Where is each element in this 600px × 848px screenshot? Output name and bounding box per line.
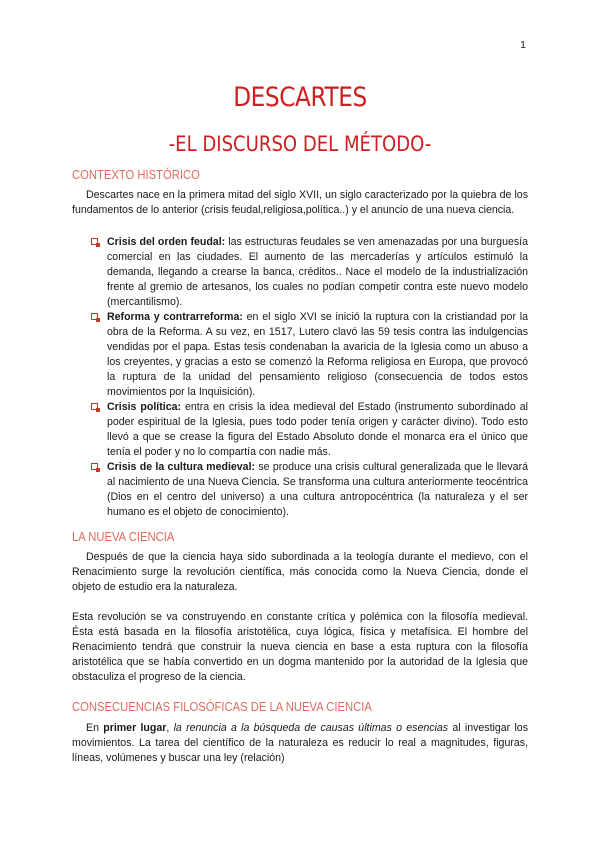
bullet-term: Crisis de la cultura medieval: bbox=[107, 461, 256, 473]
list-item bbox=[90, 400, 528, 460]
page-number: 1 bbox=[520, 39, 526, 51]
lead-text: En bbox=[86, 722, 104, 734]
square-bullet-icon bbox=[91, 313, 98, 320]
section2-paragraph-1: Después de que la ciencia haya sido subordinada a la teología durante el medievo, con el Renacimiento surge la revolución científica, más conocida como la Nueva Ciencia, donde el objeto de estudio era la naturaleza. bbox=[72, 551, 528, 593]
section3-paragraph bbox=[72, 721, 528, 766]
body-text: al investigar los movimientos. La tarea del científico de la naturaleza es reducir lo real a magnitudes, figuras, líneas, volúmenes y buscar una ley (relación) bbox=[72, 722, 529, 764]
bullet-text: en el siglo XVI se inició la ruptura con la cristiandad por la obra de la Reforma. A su vez, en 1517, Lutero clavó las 59 tesis contra las indulgencias vendidas por el papa. Estas tesis condenaban la avaricia de la Iglesia como un abuso a los creyentes, y gracias a esto se comenzó la Reforma religiosa en Europa, que provocó la ruptura de la unidad del pensamiento religioso (consecuencia de todos estos movimientos por la Inquisición). bbox=[107, 311, 528, 398]
list-item bbox=[90, 310, 528, 400]
document-subtitle: -EL DISCURSO DEL MÉTODO- bbox=[168, 132, 432, 156]
italic-text: la renuncia a la búsqueda de causas últimas o esencias bbox=[173, 722, 449, 734]
bullet-term: Reforma y contrarreforma: bbox=[107, 311, 243, 323]
list-item bbox=[90, 460, 528, 520]
section-heading-contexto: CONTEXTO HISTÓRICO bbox=[72, 168, 200, 182]
square-bullet-icon bbox=[91, 463, 98, 470]
bullet-text: se produce una crisis cultural generalizada que le llevará al nacimiento de una Nueva Ciencia. Se transforma una cultura anteriormente teocéntrica (Dios en el centro del universo) a una cultura antropocéntrica (la naturaleza y el ser humano es el objeto de conocimiento). bbox=[107, 461, 528, 518]
square-bullet-icon bbox=[91, 238, 98, 245]
section2-paragraph-2: Esta revolución se va construyendo en constante crítica y polémica con la filosofía medieval. Ésta está basada en la filosofía aristotélica, cuya lógica, física y metafísica. El hombre del Renacimiento tendrá que construir la nueva ciencia en base a esta ruptura con la filosofía aristotélica que se había convertido en un dogma mantenido por la autoridad de la Iglesia que obstaculiza el progreso de la ciencia. bbox=[72, 611, 528, 683]
list-item bbox=[90, 235, 528, 310]
bullet-term: Crisis política: bbox=[107, 401, 182, 413]
square-bullet-icon bbox=[91, 403, 98, 410]
emphasis-text: primer lugar bbox=[103, 722, 167, 734]
section1-bullet-list bbox=[90, 235, 528, 520]
section-heading-consecuencias: CONSECUENCIAS FILOSÓFICAS DE LA NUEVA CIENCIA bbox=[72, 700, 372, 714]
bullet-term: Crisis del orden feudal: bbox=[107, 236, 226, 248]
section1-intro: Descartes nace en la primera mitad del siglo XVII, un siglo caracterizado por la quiebra de los fundamentos de lo anterior (crisis feudal,religiosa,política..) y el anuncio de una nueva ciencia. bbox=[72, 189, 528, 216]
comma-text: , bbox=[166, 722, 174, 734]
section-heading-nueva-ciencia: LA NUEVA CIENCIA bbox=[72, 530, 175, 544]
bullet-text: entra en crisis la idea medieval del Estado (instrumento subordinado al poder espiritual de la Iglesia, pues todo poder tenía origen y carácter divino). Todo esto llevó a que se crease la figura del Estado Absoluto donde el monarca era el único que tenía el poder y no lo compartía con nadie más. bbox=[107, 401, 528, 458]
bullet-text: las estructuras feudales se ven amenazadas por una burguesía comercial en las ciudades. El aumento de las mercaderías y artículos estimuló la demanda, llegando a crearse la banca, créditos.. Nace el modelo de la industrialización frente al gremio de artesanos, los cuales no podían competir contra este nuevo modelo (mercantilismo). bbox=[107, 236, 528, 308]
document-title: DESCARTES bbox=[233, 82, 367, 113]
